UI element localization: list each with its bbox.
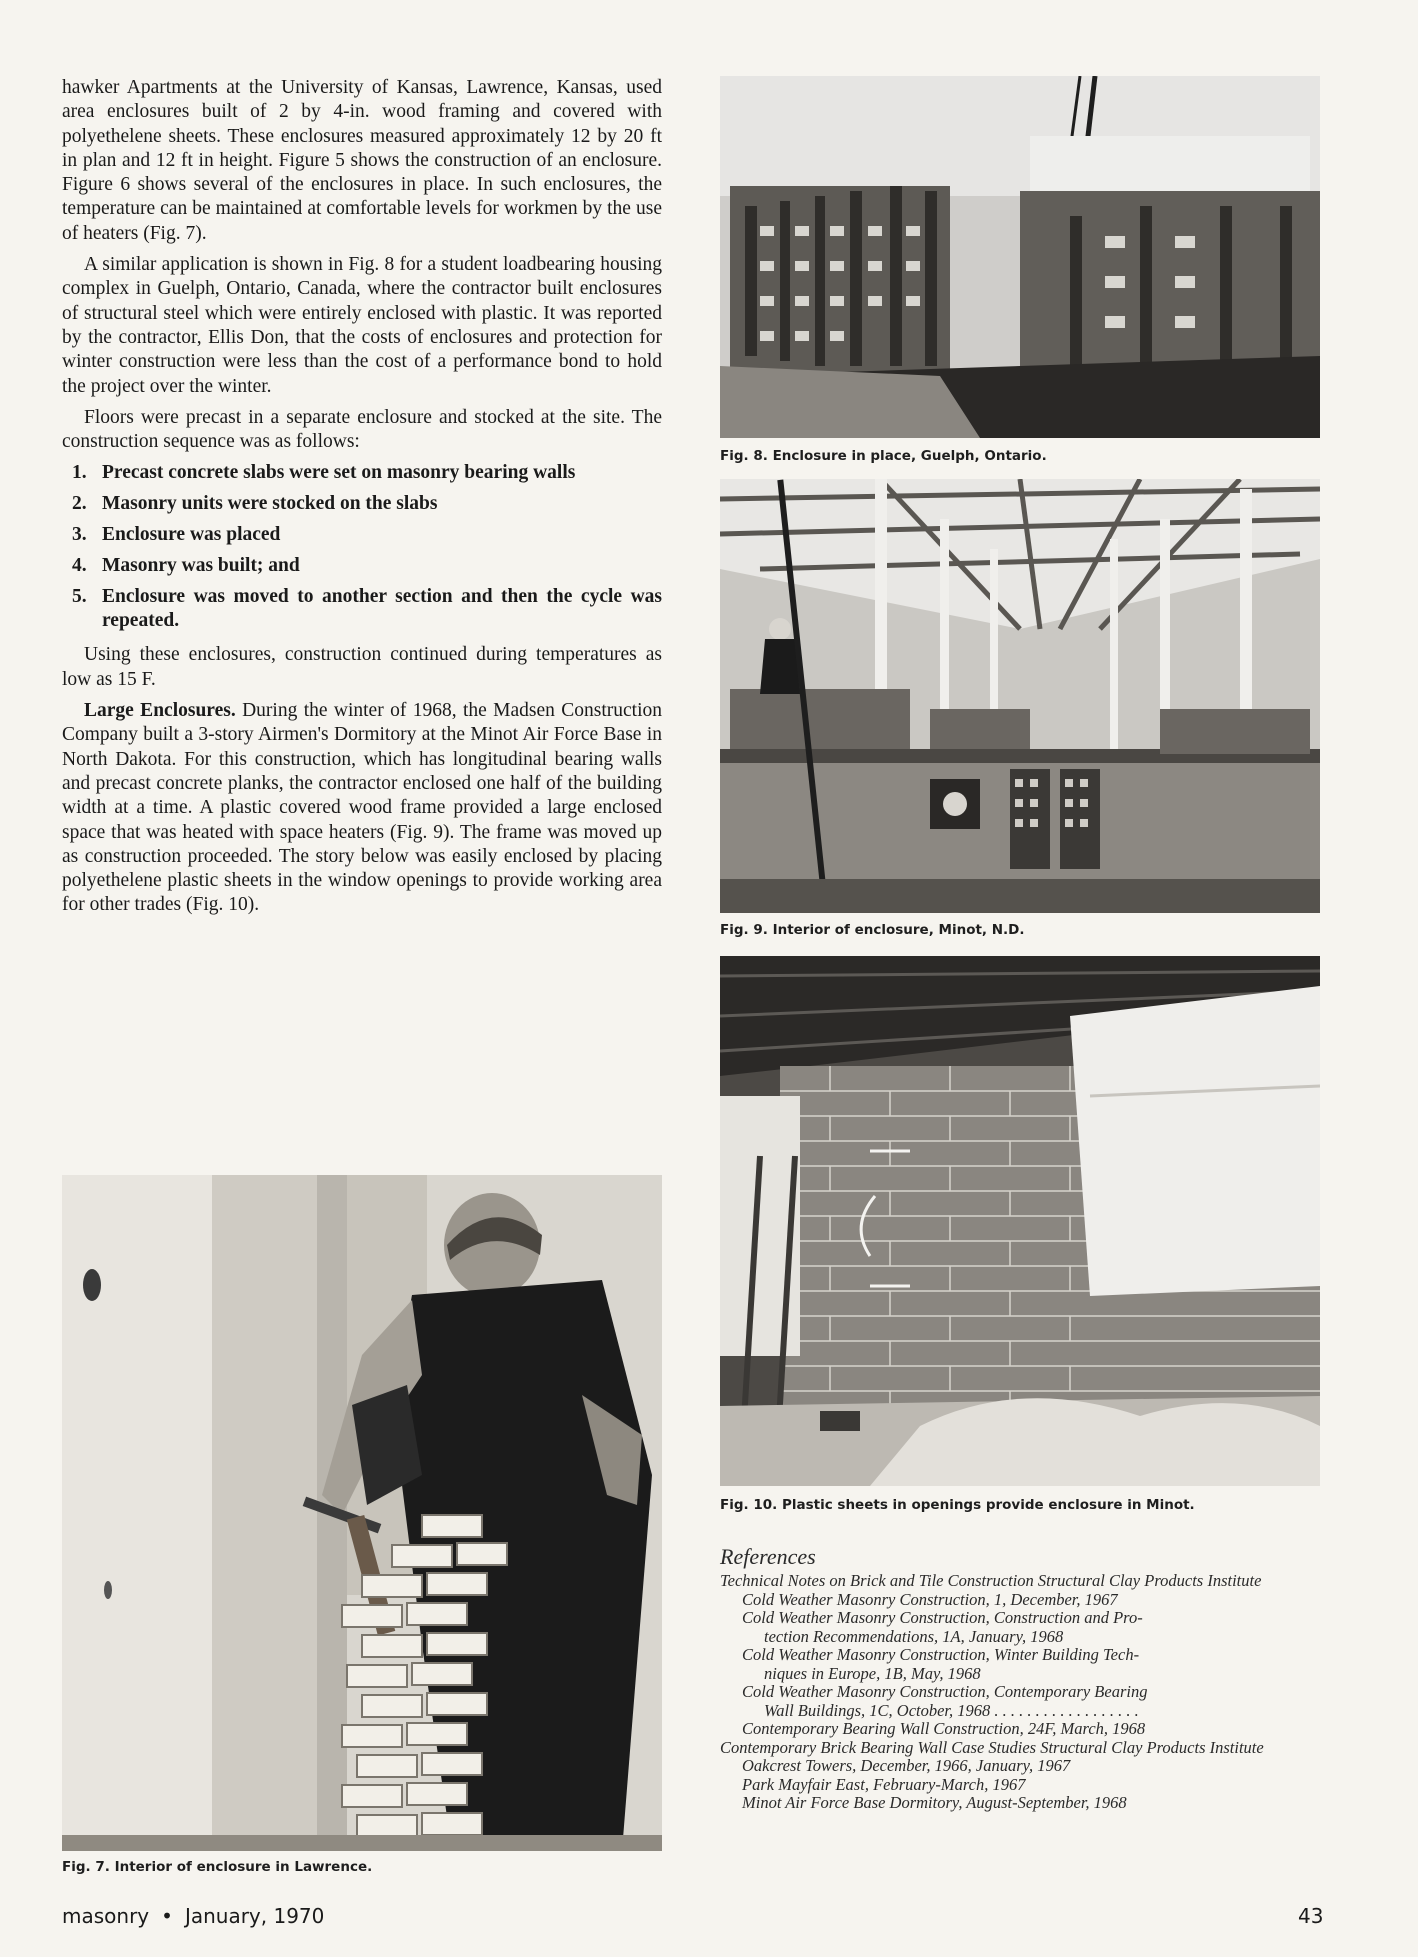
sequence-step (62, 461, 662, 485)
fig8-caption: Fig. 8. Enclosure in place, Guelph, Ontario. (720, 448, 1047, 464)
reference-entry-text: Cold Weather Masonry Construction, 1, December, 1967 (742, 1589, 1118, 1609)
reference-source: Technical Notes on Brick and Tile Construction Structural Clay Products Institute (720, 1571, 1262, 1590)
reference-entry: Oakcrest Towers, December, 1966, January, 1967 (742, 1756, 1071, 1775)
sequence-step (62, 523, 662, 547)
reference-entry-text: Cold Weather Masonry Construction, Construction and Pro- (742, 1608, 1143, 1627)
reference-entry: Park Mayfair East, February-March, 1967 (742, 1774, 1026, 1794)
reference-entry-cont: Wall Buildings, 1C, October, 1968 . . . . . . . . . . . . . . . . . . (764, 1700, 1139, 1720)
step-text: Enclosure was moved to another section and then the cycle was repeated. (102, 586, 662, 632)
body-text-column (62, 76, 662, 925)
fig7-caption: Fig. 7. Interior of enclosure in Lawrence. (62, 1859, 373, 1875)
page-number: 43 (1298, 1904, 1324, 1928)
step-text: Masonry units were stocked on the slabs (102, 493, 438, 515)
construction-sequence-list (62, 461, 662, 633)
page-footer (62, 1904, 324, 1928)
reference-entry: Minot Air Force Base Dormitory, August-September, 1968 (742, 1793, 1127, 1812)
paragraph-5 (62, 699, 662, 918)
reference-entry-text: Cold Weather Masonry Construction, Contemporary Bearing (742, 1682, 1148, 1701)
paragraph-5-text: During the winter of 1968, the Madsen Construction Company built a 3-story Airmen's Dormitory at the Minot Air Force Base in North Dakota. For this construction, which has longitudinal bearing walls and precast concrete planks, the contractor enclosed one half of the building width at a time. A plastic covered wood frame provided a large enclosed space that was heated with space heaters (Fig. 9). The frame was moved up as construction proceeded. The story below was easily enclosed by placing polyethelene plastic sheets in the window openings to provide working area for other trades (Fig. 10). (62, 700, 662, 916)
paragraph-3: Floors were precast in a separate enclosure and stocked at the site. The construction sequence was as follows: (62, 406, 662, 453)
bullet-separator: • (161, 1904, 173, 1928)
reference-entry-text: Cold Weather Masonry Construction, Winter Building Tech- (742, 1645, 1140, 1664)
sequence-step (62, 554, 662, 578)
step-text: Precast concrete slabs were set on masonry bearing walls (102, 462, 576, 484)
step-number: 2. (72, 493, 87, 515)
paragraph-1: hawker Apartments at the University of Kansas, Lawrence, Kansas, used area enclosures built of 2 by 4-in. wood framing and covered with polyethelene sheets. These enclosures measured approximately 12 by 20 ft in plan and 12 ft in height. Figure 5 shows the construction of an enclosure. Figure 6 shows several of the enclosures in place. In such enclosures, the temperature can be maintained at comfortable levels for workmen by the use of heaters (Fig. 7). (62, 77, 662, 244)
fig10-photo (720, 956, 1320, 1486)
paragraph-4: Using these enclosures, construction continued during temperatures as low as 15 F. (62, 644, 662, 690)
fig8-photo (720, 76, 1320, 438)
paragraph-2: A similar application is shown in Fig. 8 for a student loadbearing housing complex in Guelph, Ontario, Canada, where the contractor built enclosures of structural steel which were entirely enclosed with plastic. It was reported by the contractor, Ellis Don, that the costs of enclosures and protection for winter construction were less than the cost of a performance bond to hold the project over the winter. (62, 254, 662, 397)
step-number: 1. (72, 462, 87, 484)
reference-entry-text: Contemporary Bearing Wall Construction, 24F, March, 1968 (742, 1719, 1146, 1738)
reference-entry-cont: tection Recommendations, 1A, January, 1968 (764, 1626, 1064, 1646)
fig7-photo (62, 1175, 662, 1851)
reference-source: Contemporary Brick Bearing Wall Case Studies Structural Clay Products Institute (720, 1737, 1264, 1757)
fig10-caption: Fig. 10. Plastic sheets in openings provide enclosure in Minot. (720, 1497, 1195, 1513)
magazine-name: masonry (62, 1904, 150, 1928)
sequence-step (62, 492, 662, 516)
step-number: 4. (72, 555, 87, 577)
reference-entry-cont: niques in Europe, 1B, May, 1968 (764, 1663, 981, 1683)
step-number: 5. (72, 586, 87, 608)
section-run-in-heading: Large Enclosures. (84, 700, 236, 722)
reference-entry (720, 1646, 1320, 1683)
sequence-step (62, 585, 662, 633)
issue-date: January, 1970 (184, 1904, 325, 1928)
reference-entry (720, 1591, 1320, 1610)
references-section (720, 1544, 1320, 1813)
step-number: 3. (72, 524, 87, 546)
fig9-caption: Fig. 9. Interior of enclosure, Minot, N.D. (720, 922, 1025, 938)
reference-entry (720, 1720, 1320, 1739)
step-text: Masonry was built; and (102, 555, 300, 577)
reference-entry (720, 1683, 1320, 1720)
step-text: Enclosure was placed (102, 524, 281, 546)
fig9-photo (720, 479, 1320, 913)
references-heading: References (720, 1544, 816, 1569)
reference-entry (720, 1609, 1320, 1646)
